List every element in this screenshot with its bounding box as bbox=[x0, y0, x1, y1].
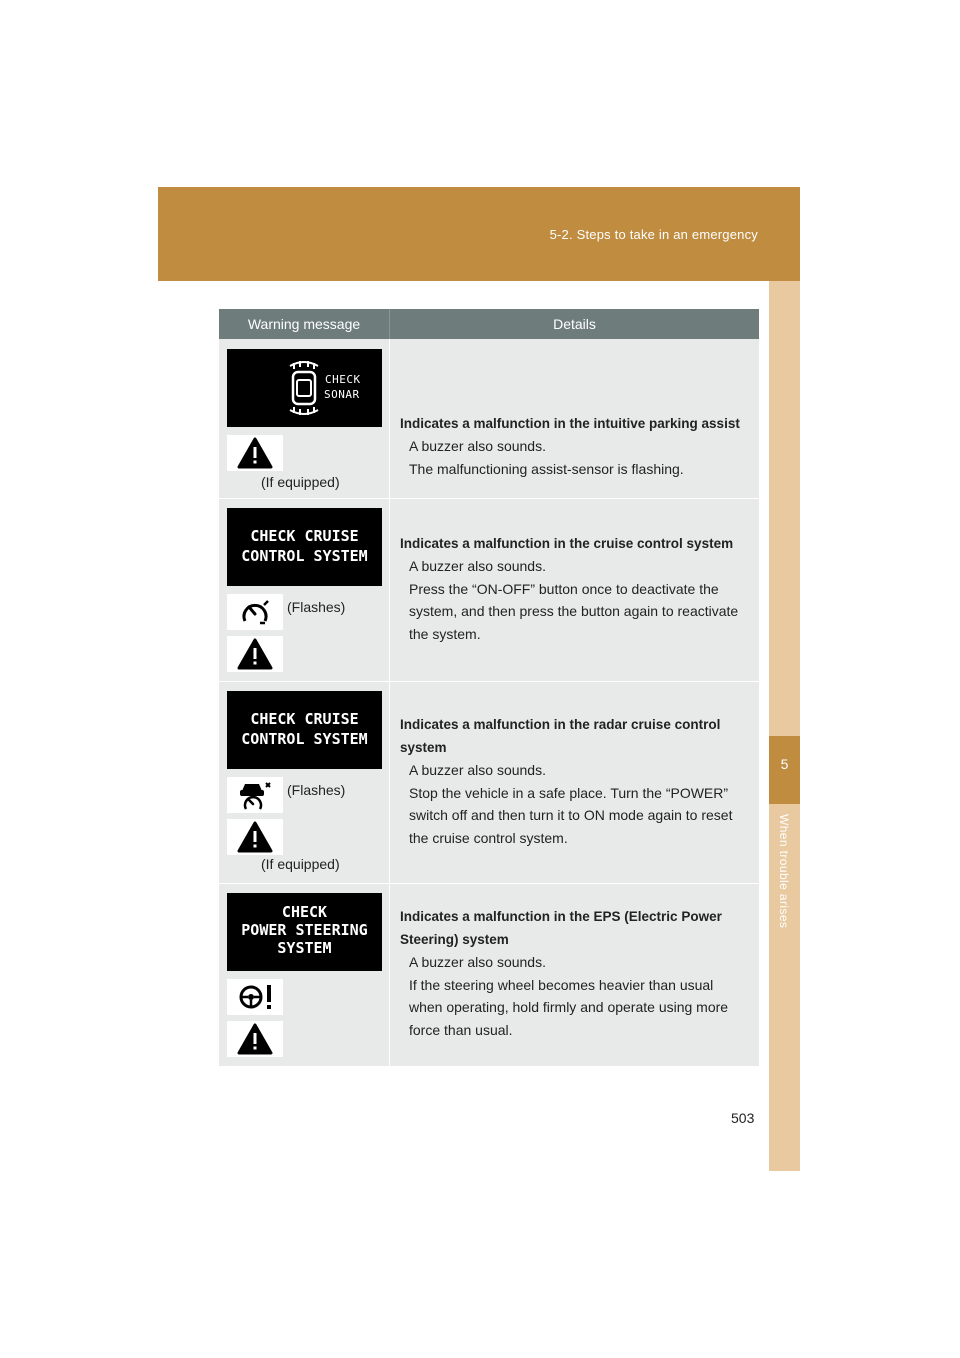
sonar-display bbox=[227, 349, 382, 427]
section-title: 5-2. Steps to take in an emergency bbox=[549, 227, 758, 242]
message-cell bbox=[219, 339, 390, 498]
table-row bbox=[219, 499, 759, 682]
table-header bbox=[219, 309, 759, 339]
message-cell bbox=[219, 682, 390, 883]
detail-line: when operating, hold firmly and operate using more bbox=[409, 999, 729, 1015]
if-equipped-note: (If equipped) bbox=[261, 856, 340, 872]
message-cell bbox=[219, 499, 390, 681]
warning-triangle-icon bbox=[227, 636, 283, 672]
cruise-control-icon bbox=[227, 594, 283, 630]
details-cell bbox=[390, 499, 759, 681]
header-warning-message: Warning message bbox=[219, 309, 390, 339]
detail-line: If the steering wheel becomes heavier than usual bbox=[409, 977, 714, 993]
detail-line: A buzzer also sounds. bbox=[409, 762, 546, 778]
detail-line: system, and then press the button again to reactivate bbox=[409, 603, 739, 619]
warning-triangle-icon bbox=[227, 1021, 283, 1057]
sonar-display-line1: CHECK bbox=[325, 373, 361, 386]
header-details: Details bbox=[553, 316, 596, 332]
parking-sonar-icon bbox=[284, 358, 324, 418]
details-cell bbox=[390, 884, 759, 1066]
radar-cruise-display bbox=[227, 691, 382, 769]
detail-title: Indicates a malfunction in the radar cruise control bbox=[400, 717, 721, 732]
flashes-note: (Flashes) bbox=[287, 599, 346, 615]
table-row bbox=[219, 682, 759, 884]
chapter-sidebar bbox=[769, 281, 800, 1171]
detail-line: switch off and then turn it to ON mode again to reset bbox=[409, 807, 733, 823]
detail-line: A buzzer also sounds. bbox=[409, 438, 546, 454]
warning-triangle-icon bbox=[227, 819, 283, 855]
chapter-label bbox=[769, 814, 800, 944]
steering-icon-box bbox=[227, 979, 283, 1015]
detail-line: Stop the vehicle in a safe place. Turn the “POWER” bbox=[409, 785, 729, 801]
detail-line: A buzzer also sounds. bbox=[409, 954, 546, 970]
cruise-icon-box bbox=[227, 594, 283, 630]
detail-line: the system. bbox=[409, 626, 481, 642]
power-steering-warning-icon bbox=[227, 979, 283, 1015]
sonar-display-line2: SONAR bbox=[324, 388, 360, 401]
detail-title-cont: Steering) system bbox=[400, 932, 509, 947]
radar-cruise-display-line2: CONTROL SYSTEM bbox=[241, 730, 368, 748]
eps-display-line3: SYSTEM bbox=[277, 939, 332, 957]
details-cell bbox=[390, 682, 759, 883]
table-row bbox=[219, 884, 759, 1067]
details-cell bbox=[390, 339, 759, 498]
if-equipped-note: (If equipped) bbox=[261, 474, 340, 490]
detail-title-cont: system bbox=[400, 740, 447, 755]
table-row bbox=[219, 339, 759, 499]
page-number: 503 bbox=[731, 1110, 755, 1126]
detail-line: Press the “ON-OFF” button once to deactivate the bbox=[409, 581, 719, 597]
detail-title: Indicates a malfunction in the intuitive parking assist bbox=[400, 416, 740, 431]
detail-title: Indicates a malfunction in the cruise control system bbox=[400, 536, 734, 551]
detail-line: force than usual. bbox=[409, 1022, 513, 1038]
section-header bbox=[158, 187, 800, 281]
power-steering-display bbox=[227, 893, 382, 971]
radar-cruise-display-line1: CHECK CRUISE bbox=[250, 710, 359, 728]
eps-display-line1: CHECK bbox=[281, 903, 328, 921]
radar-cruise-icon-box bbox=[227, 777, 283, 813]
detail-line: The malfunctioning assist-sensor is flashing. bbox=[409, 461, 684, 477]
detail-title: Indicates a malfunction in the EPS (Electric Power bbox=[400, 909, 722, 924]
warning-triangle-icon bbox=[227, 435, 283, 471]
detail-line: A buzzer also sounds. bbox=[409, 558, 546, 574]
radar-cruise-control-icon bbox=[227, 777, 283, 813]
cruise-display bbox=[227, 508, 382, 586]
cruise-display-line1: CHECK CRUISE bbox=[250, 527, 359, 545]
warning-message-table bbox=[219, 309, 759, 1067]
warning-icon-box bbox=[227, 636, 283, 672]
warning-icon-box bbox=[227, 819, 283, 855]
eps-display-line2: POWER STEERING bbox=[241, 921, 368, 939]
chapter-number-tab: 5 bbox=[769, 736, 800, 804]
detail-line: the cruise control system. bbox=[409, 830, 568, 846]
warning-icon-box bbox=[227, 435, 283, 471]
chapter-label-text: When trouble arises bbox=[777, 814, 791, 929]
message-cell bbox=[219, 884, 390, 1066]
cruise-display-line2: CONTROL SYSTEM bbox=[241, 547, 368, 565]
flashes-note: (Flashes) bbox=[287, 782, 346, 798]
warning-icon-box bbox=[227, 1021, 283, 1057]
